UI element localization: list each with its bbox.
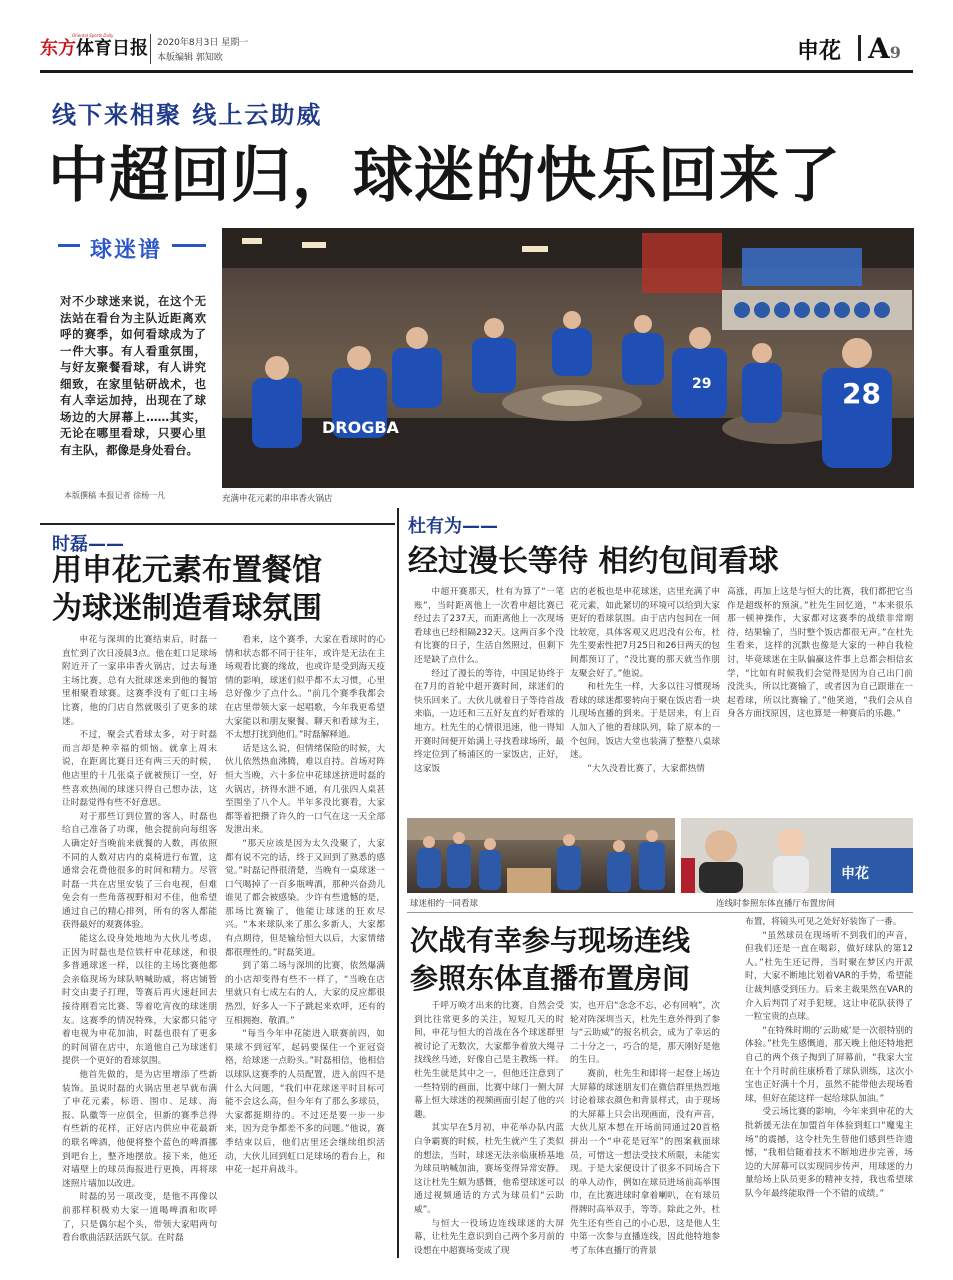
restaurant-photo — [222, 228, 914, 488]
paragraph: 高涨，再加上这是与恒大的比赛，我们都把它当作是超级杯的预演。”杜先生回忆道，“本来很乐那一顿神操作，大家都对这赛季的战绩非常期待，结果输了，当时整个饭店都很无声。”在杜先生看来，这样的沉默也像是大家的一种自我检讨，毕竟球迷在主队偏赢这件事上总都会相信玄学，“比如有时候我们会觉得是因为自己出门前没洗头，所以比赛输了，或者因为自己跟谁在一起看球，所以比赛输了。”他笑道，“我们会从自身各方面找原因，这也算是一种赛后的乐趣。” — [727, 587, 913, 720]
third-headline-line-2: 参照东体直播布置房间 — [410, 962, 691, 995]
column-divider — [397, 508, 399, 1258]
left-story-col-1 — [62, 634, 217, 1264]
paragraph: 到了第二场与深圳的比赛，依然爆满的小店却变得有些不一样了，“当晚在店里就只有七成左右的人，大家的反应都很热烈，好多人一下子跳起来欢呼，还有的互相拥抱、敬酒。” — [225, 961, 385, 1026]
paragraph: “大久没看比赛了，大家都热情 — [587, 763, 705, 774]
logo-black: 体育日报 — [76, 38, 148, 59]
photo-caption-fans: 球迷相约一同看球 — [410, 899, 479, 909]
masthead-rule — [40, 70, 913, 73]
feature-kicker: 线下来相聚 线上云助威 — [52, 101, 323, 129]
bottle-label: 申花 — [841, 866, 869, 882]
paragraph: 能这么设身处地地为大伙儿考虑，正因为时磊也是位铁杆申花球迷，和很多普通球迷一样，以往的主场比赛他都会亲临现场为球队呐喊助威，将店铺暂时交由妻子打理，等赛后再火速赶回去接待刚看完比赛、等着吃宵夜的球迷朋友。这赛季的情况特殊，大家都只能守着电视为申花加油，时磊也很有了更多的时间留在店中，东道他自己为球迷们提供一个更好的看球氛围。 — [62, 934, 217, 1067]
masthead-divider — [150, 34, 151, 64]
logo-subtitle: Oriental Sports Daily — [72, 33, 114, 38]
paragraph: 赛前，杜先生和即将一起登上场边大屏幕的球迷朋友们在微信群里热烈地讨论着球衣颜色和背景样式，由于现场的大屏幕上只会出现画面，没有声音，大伙儿原本想在开场前同通过20首格拼出一个“申花是冠军”的图案截面球员，可惜这一想法受技术所限，未能实现。于是大家便设计了很多不同场合下的单人动作，例如在球员进场前高举围巾，在比赛进球时拿着喇叭，在有球员得牌时高举双手，等等。除此之外，杜先生还有些自己的小心思，这是他人生中第一次参与直播连线，因此他特地参考了东体直播厅的背景 — [570, 1068, 720, 1256]
left-story-kicker: 时磊—— — [52, 534, 124, 555]
left-story-rule — [40, 523, 395, 525]
photo-caption-livestream: 连线时参照东体直播厅布置房间 — [716, 899, 836, 909]
section-name: 申花 — [797, 38, 842, 64]
third-story-col-1 — [414, 1000, 564, 1265]
fans-group-photo-art — [407, 818, 675, 893]
paragraph: 受云场比赛的影响，今年来到申花的大批新援无法在加盟首年体验到虹口“魔鬼主场”的震撼，这令杜先生替他们感到些许遗憾，“我相信随着技术不断地进步完善，场边的大屏幕可以实现同步传声，用球迷的力量给场上队员更多的精神支持，我也希望球队今年最终能取得一个不错的成绩。” — [745, 1107, 913, 1199]
paragraph: 话是这么说，但情绪保险的时候，大伙儿依然热血沸腾，难以自持。首场对阵恒大当晚，六十多位申花球迷挤进时磊的火锅店，挤得水泄不通，有几张四人桌甚至围坐了八个人。半年多没比赛看，大家都等着把攒了许久的一口气在这一天全部发泄出来。 — [225, 743, 385, 836]
paragraph: 他首先做的，是为店里增添了些新装饰。虽说时磊的火锅店里老早就布满了申花元素，标语、围巾、足球、海报、队徽等一应俱全，但新的赛季总得有些新的花样，正好店内供应申花最新的联名啤酒，他便将整个蓝色的啤酒挪到吧台上，整齐地摆放。接下来，他还对墙壁上的球员海报进行更换，再将球迷照片墙加以改进。 — [62, 1070, 217, 1189]
third-story-col-2 — [570, 1000, 720, 1265]
paragraph: 店的老板也是申花球迷，店里充满了申花元素，如此紧切的环境可以给到大家更好的看球氛围。由于店内包间在一间比较宽，具体客观又迟迟没有公布，杜先生要索性把7月25日和26日两天的包间都预订了，“没比赛的那天就当作朋友聚会好了。”他说。 — [570, 587, 720, 679]
paragraph: 其实早在5月初，申花举办队内蓝白争霸赛的时候，杜先生就产生了类似的想法，当时，球迷无法亲临康桥基地为球员呐喊加油，赛场变得异常安静。这让杜先生颇为感慨，他希望球迷可以通过视频通话的方式为球员们“云助威”。 — [414, 1123, 564, 1215]
jersey-number-2: 29 — [692, 376, 712, 392]
jersey-number-1: 28 — [842, 377, 881, 410]
byline: 本版撰稿 本报记者 徐杨一凡 — [64, 491, 166, 500]
left-story-headline — [52, 552, 392, 628]
right-story-headline: 经过漫长等待 相约包间看球 — [408, 544, 779, 579]
third-story-headline — [410, 922, 740, 998]
paragraph: 和杜先生一样，大多以往习惯现场看球的球迷都要转向于聚在饭店看一块儿现场直播的到来。于是居来，有上百人加入了他的看球队列，除了原本的一个包间，饭店大堂也装满了整整八桌球迷。 — [570, 682, 720, 761]
masthead-info — [157, 36, 248, 66]
column-badge: 球迷谱 — [80, 233, 172, 264]
paragraph: 不过，聚会式看球太多，对于时磊而言却是种幸福的烦恼。就拿上周末说，在距离比赛日还有两三天的时候，他店里的十几张桌子就被预订一空，好些喜欢热闹的球迷只得自己想办法，这让时磊觉得有些不好意思。 — [62, 730, 217, 809]
right-story-col-3 — [727, 586, 913, 814]
fans-group-photo — [407, 818, 675, 893]
paragraph: 对于那些订到位置的客人，时磊也给自己准备了功课，他会提前向每组客人确定好当晚前来就餐的人数，再依照不同的人数对店内的桌椅进行布置，这通常会花费他很多的时间和精力。尽管时磊一共在店里安装了三台电视，但难免会有一些角落视野相对不佳，他希望通过自己的精心排列，所有的客人都能获得最好的观赛体验。 — [62, 811, 217, 931]
paragraph: “虽然球员在现场听不到我们的声音，但我们还是一直在喝彩，做好球队的第12人。”杜先生还记得，当时聚在梦区内开派时，大家不断地比划着VAR的手势，希望能让裁判感受到压力。后来主裁果然在VAR的介入后判罚了对手犯规，这让申花队获得了一粒宝贵的点球。 — [745, 930, 913, 1023]
left-headline-line-1: 用申花元素布置餐馆 — [52, 553, 322, 588]
photo-caption-main: 充满申花元素的串串香火锅店 — [222, 494, 333, 504]
section-divider — [858, 35, 861, 61]
paragraph: 实，也开启“念念不忘，必有回响”，次轮对阵深圳当天，杜先生意外得到了参与“云助威”的报名机会，成为了幸运的二十分之一，巧合的是，那天刚好是他的生日。 — [570, 1001, 720, 1066]
jersey-text-1: DROGBA — [322, 418, 399, 437]
paragraph: 布置，将镜头可见之处好好装饰了一番。 — [745, 917, 902, 927]
paragraph: 看来，这个赛季，大家在看球时的心情和状态都不同于往年，或许是无法在主场观看比赛的缘故，也或许是受到海天疫情的影响，球迷们似乎都不太习惯，心里总好像少了点什么。“前几个赛季我都会在店里带领大家一起唱歌，今年我更希望大家能以和朋友聚餐、聊天和看球为主，不太想打扰到他们。”时磊解释道。 — [225, 635, 385, 741]
third-story-col-3 — [745, 916, 913, 1266]
paragraph: 时磊的另一项改变，是他不再像以前那样积极劝大家一道喝啤酒和吹呼了，只是偶尔起个头，带领大家唱两句看台歌曲活跃活跃气氛。在时磊 — [62, 1192, 217, 1244]
left-headline-line-2: 为球迷制造看球氛围 — [52, 591, 322, 626]
third-story-rule — [407, 912, 913, 913]
livestream-photo — [681, 818, 913, 893]
right-story-kicker: 杜有为—— — [408, 516, 498, 537]
page-editor: 本版编辑 郭知欧 — [157, 53, 223, 63]
page-number — [868, 32, 901, 65]
paragraph: “在特殊时期的‘云助威’是一次很特别的体验。”杜先生感慨道，那天晚上他还特地把自己的两个孩子掏到了屏幕前，“我家大宝在十个月时前往康桥看了球队训练，这次小宝也正好满十个月，虽然不能带他去现场看球，但好在能这样一起给球队加油。” — [745, 1025, 913, 1104]
feature-headline: 中超回归，球迷的快乐回来了 — [48, 141, 841, 211]
paragraph: 经过了漫长的等待，中国足协终于在7月的首轮中超开赛时间，球迷们的快乐回来了。大伙儿就着日子等待首战来临，一边还和三五好友直约好看球的地方。杜先生的心情很迅速，他一得知开赛时间便开始满上寻找看球场所，最终定位到了杨浦区的一家饭店，正好，这家饭 — [414, 668, 564, 774]
page-letter: A — [868, 32, 890, 65]
right-story-col-1 — [414, 586, 564, 814]
page-digit: 9 — [889, 43, 901, 62]
issue-date: 2020年8月3日 星期一 — [157, 38, 249, 48]
paragraph: 千呼万唤才出来的比赛，自然会受到比往常更多的关注，短短几天的时间，申花与恒大的首战在各个球迷群里被讨论了无数次，大家都争着放大绳寻找线丝马迹，好像自己是主教练一样。杜先生就是其中之一，但他还注意到了一些特别的画面，比赛中球门一侧大屏幕上恒大球迷的视频画面引起了他的兴趣。 — [414, 1001, 564, 1120]
paragraph: 中超开赛那天，杜有为算了“一笔账”，当时距离他上一次看申超比赛已经过去了237天，而距离他上一次现场看球也已经相隔232天。这两百多个没有比赛的日子，生活自然照过，但剩下还是缺了点什么。 — [414, 587, 564, 665]
livestream-photo-art — [681, 818, 913, 893]
restaurant-photo-art — [222, 228, 914, 488]
paragraph: 申花与深圳的比赛结束后，时磊一直忙到了次日凌晨3点。他在虹口足球场附近开了一家串串香火锅店，过去每逢主场比赛，总有大批球迷来到他的餐馆里相聚看球赛。这赛季没有了虹口主场比赛，他的门店自然就吸引了更多的球迷。 — [62, 635, 217, 727]
feature-intro: 对不少球迷来说，在这个无法站在看台为主队近距离欢呼的赛季，如何看球成为了一件大事。有人看重氛围，与好友聚餐看球，有人讲究细致，在家里钻研战术，也有人幸运加持，出现在了球场边的大屏幕上……其实，无论在哪里看球，只要心里有主队，都像是身处看台。 — [60, 294, 206, 457]
paragraph: “每当今年申花能进入联赛前四，如果球不到冠军，起码要保住一个亚冠资格，给球迷一点盼头。”时磊相信，他相信以球队这赛季的人员配置，进入前四不是什么大问题，“我们申花球迷平时目标可能不会这么高，但今年有了那么多球员，大家都挺期待的。不过还是要一步一步来，因为竞争都差不多的问题。”他说，赛季结束以后，他们店里还会继续组织活动，大伙儿回到虹口足球场的看台上，和申花一起并肩战斗。 — [225, 1029, 385, 1176]
third-headline-line-1: 次战有幸参与现场连线 — [410, 924, 691, 957]
paragraph: “那天应该是因为太久没聚了，大家都有说不完的话，终于又回到了熟悉的感觉。”时磊记得很清楚，当晚有一桌球迷一口气喝掉了一百多瓶啤酒，那种兴奋劲儿谁见了都会被感染。少许有些遗憾的是，那场比赛输了，他能让球迷的狂欢尽兴。“本来球队来了那么多新人，大家都有点期待，但是输给恒大以后，大家情绪都很理性的。”时磊笑道。 — [225, 838, 385, 958]
paragraph: 与恒大一役场边连线球迷的大屏幕，让杜先生意识到自己两个多月前的设想在中超赛场变成了现 — [414, 1218, 564, 1256]
logo-red: 东方 — [40, 38, 76, 59]
left-story-col-2 — [225, 634, 385, 1264]
right-story-col-2 — [570, 586, 720, 814]
